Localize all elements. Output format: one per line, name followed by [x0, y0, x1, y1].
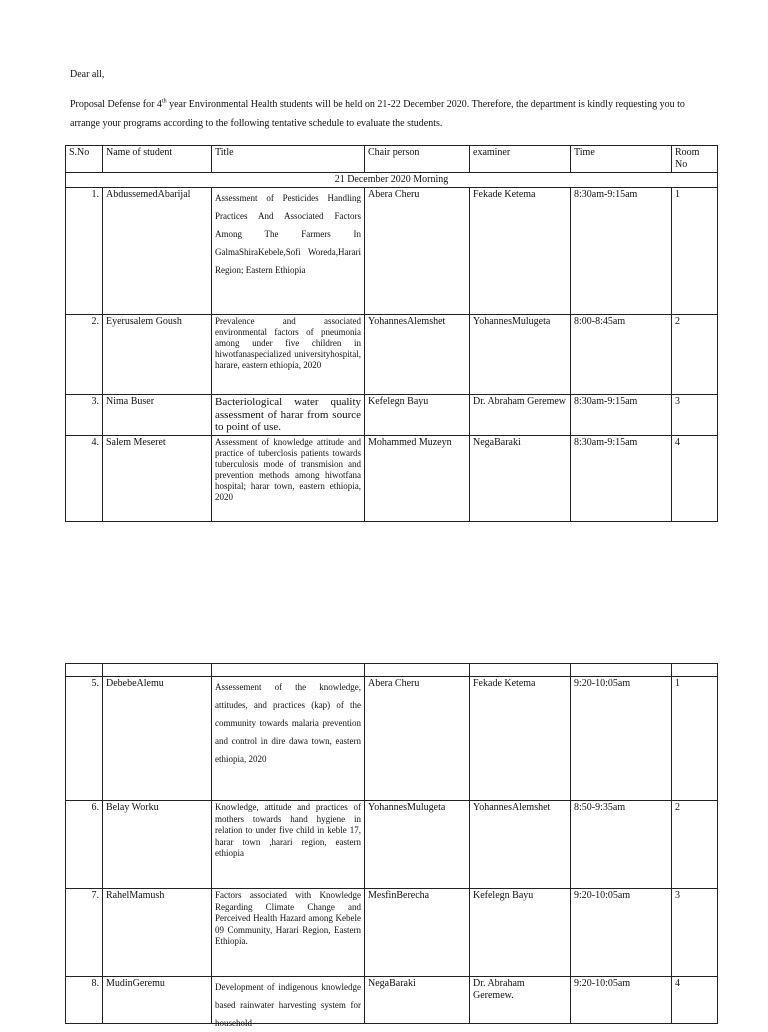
row-room: 4: [672, 977, 718, 1024]
row-chair: Kefelegn Bayu: [365, 395, 470, 436]
row-title: Prevalence and associated environmental factors of pneumonia among under five children in hiwotfanaspecialized universityhospital, harare, eastern ethiopia, 2020: [212, 315, 365, 395]
row-student-name: RahelMamush: [103, 889, 212, 977]
row-chair: NegaBaraki: [365, 977, 470, 1024]
blank-cell: [571, 664, 672, 677]
row-title: Assessment of Pesticides Handling Practices And Associated Factors Among The Farmers In GalmaShiraKebele,Sofi Woreda,Harari Region; Eastern Ethiopia: [212, 188, 365, 315]
table-row: [66, 801, 718, 889]
row-room: 3: [672, 395, 718, 436]
row-sno: 6.: [66, 801, 103, 889]
header-chair: Chair person: [365, 146, 470, 173]
table-row: [66, 395, 718, 436]
row-chair: MesfinBerecha: [365, 889, 470, 977]
row-title-cell: [212, 977, 365, 1028]
row-chair: Mohammed Muzeyn: [365, 435, 470, 521]
row-sno: 4.: [66, 435, 103, 521]
header-name: Name of student: [103, 146, 212, 173]
row-sno: 1.: [66, 188, 103, 315]
table-row: [66, 435, 718, 521]
header-room: Room No: [672, 146, 718, 173]
intro-text-start: Proposal Defense for 4: [70, 99, 162, 110]
row-room: 1: [672, 677, 718, 801]
schedule-table-continued: [65, 663, 718, 1028]
row-time: 8:00-8:45am: [571, 315, 672, 395]
row-student-name: MudinGeremu: [103, 977, 212, 1024]
table-row: [66, 977, 718, 1024]
row-title: Factors associated with Knowledge Regarding Climate Change and Perceived Health Hazard among Kebele 09 Community, Harari Region, Eastern Ethiopia.: [212, 889, 365, 977]
blank-cell: [470, 664, 571, 677]
greeting: Dear all,: [70, 69, 105, 80]
row-sno: 5.: [66, 677, 103, 801]
header-title: Title: [212, 146, 365, 173]
row-examiner: Fekade Ketema: [470, 677, 571, 801]
header-sno: S.No: [66, 146, 103, 173]
row-chair: Abera Cheru: [365, 188, 470, 315]
row-examiner: Fekade Ketema: [470, 188, 571, 315]
header-examiner: examiner: [470, 146, 571, 173]
row-time: 8:30am-9:15am: [571, 395, 672, 436]
table-row: [66, 889, 718, 977]
row-sno: 7.: [66, 889, 103, 977]
row-time: 8:30am-9:15am: [571, 435, 672, 521]
row-chair: YohannesAlemshet: [365, 315, 470, 395]
row-sno: 8.: [66, 977, 103, 1024]
row-room: 4: [672, 435, 718, 521]
table-row: [66, 315, 718, 395]
row-room: 2: [672, 315, 718, 395]
row-examiner: Dr. Abraham Geremew.: [470, 977, 571, 1024]
intro-text-end: year Environmental Health students will be held on 21-22 December 2020. Therefore, the department is kindly requesting you to arrange your programs according to the following tentative schedule to evaluate the students.: [70, 99, 685, 129]
row-title: Development of indigenous knowledge based rainwater harvesting system for household: [215, 982, 361, 1028]
row-time: 8:50-9:35am: [571, 801, 672, 889]
session-label: 21 December 2020 Morning: [66, 173, 718, 188]
session-row: [66, 173, 718, 188]
row-time: 9:20-10:05am: [571, 889, 672, 977]
row-title: Knowledge, attitude and practices of mothers towards hand hygiene in relation to under five child in keble 17, harar town ,harari region, eastern ethiopia: [212, 801, 365, 889]
intro-paragraph: [70, 95, 710, 133]
row-room: 3: [672, 889, 718, 977]
row-chair: Abera Cheru: [365, 677, 470, 801]
row-examiner: YohannesAlemshet: [470, 801, 571, 889]
table-row: [66, 677, 718, 801]
blank-cell: [103, 664, 212, 677]
row-room: 1: [672, 188, 718, 315]
row-student-name: Belay Worku: [103, 801, 212, 889]
row-time: 8:30am-9:15am: [571, 188, 672, 315]
blank-cell: [365, 664, 470, 677]
row-student-name: AbdussemedAbarijal: [103, 188, 212, 315]
row-sno: 2.: [66, 315, 103, 395]
row-student-name: DebebeAlemu: [103, 677, 212, 801]
blank-header-row: [66, 664, 718, 677]
row-examiner: YohannesMulugeta: [470, 315, 571, 395]
header-time: Time: [571, 146, 672, 173]
row-examiner: Dr. Abraham Geremew: [470, 395, 571, 436]
row-title: Assessment of knowledge attitude and practice of tuberclosis patients towards tuberculosis mode of transmision and prevention methods among hiwotfana hospital; harar town, eastern ethiopia, 2020: [212, 435, 365, 521]
row-time: 9:20-10:05am: [571, 677, 672, 801]
blank-cell: [212, 664, 365, 677]
row-student-name: Nima Buser: [103, 395, 212, 436]
row-examiner: Kefelegn Bayu: [470, 889, 571, 977]
row-examiner: NegaBaraki: [470, 435, 571, 521]
intro-superscript: th: [161, 98, 167, 105]
row-student-name: Eyerusalem Goush: [103, 315, 212, 395]
blank-cell: [672, 664, 718, 677]
row-title: Assessement of the knowledge, attitudes, and practices (kap) of the community towards malaria prevention and control in dire dawa town, eastern ethiopia, 2020: [212, 677, 365, 801]
row-student-name: Salem Meseret: [103, 435, 212, 521]
row-time: 9:20-10:05am: [571, 977, 672, 1024]
row-title: Bacteriological water quality assessment of harar from source to point of use.: [212, 395, 365, 436]
table-row: [66, 188, 718, 315]
schedule-table: [65, 145, 718, 522]
blank-cell: [66, 664, 103, 677]
row-sno: 3.: [66, 395, 103, 436]
row-chair: YohannesMulugeta: [365, 801, 470, 889]
table-header-row: [66, 146, 718, 173]
row-room: 2: [672, 801, 718, 889]
